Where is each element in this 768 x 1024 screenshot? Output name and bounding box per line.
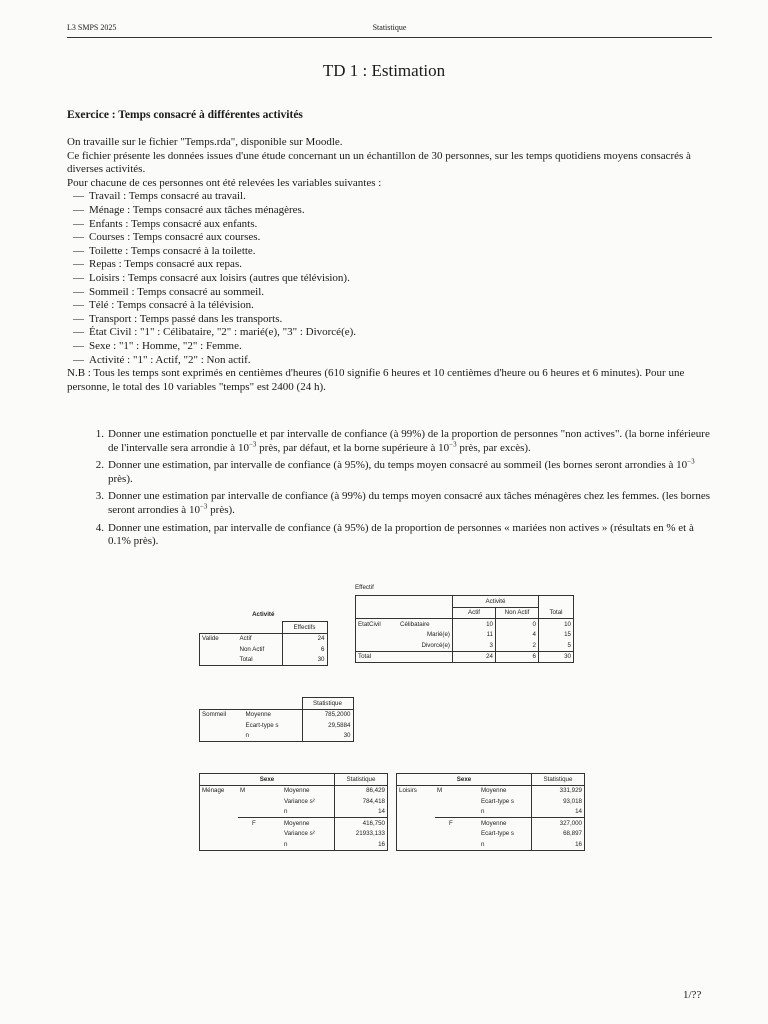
table-caption: Effectif [355,584,374,591]
sommeil-table: Statistique Sommeil Moyenne 785,2000 Ecart-type s 29,5884 n 30 [199,697,354,742]
subject-label: Statistique [372,23,407,32]
intro-line: On travaille sur le fichier "Temps.rda", disponible sur Moodle. [67,136,343,148]
variable-item: — État Civil : "1" : Célibataire, "2" : marié(e), "3" : Divorcé(e). [73,326,357,339]
group-label: Valide [200,633,238,644]
page-title: TD 1 : Estimation [322,61,446,80]
page-header [67,23,712,38]
exercise-title: Exercice : Temps consacré à différentes activités [67,109,303,121]
column-header: Effectifs [282,622,327,634]
activite-table: Activité Effectifs Valide Actif 24 Non Actif 6 Total 30 [199,607,328,666]
variable-item: — Repas : Temps consacré aux repas. [73,258,242,271]
variable-item: — Télé : Temps consacré à la télévision. [73,299,254,312]
question-item: 1. Donner une estimation ponctuelle et par intervalle de confiance (à 99%) de la proportion de personnes "non actives". (la borne inférieure de l'intervalle sera arrondie à $10^{-3}$ près, par défaut, et la borne supérieure à $10^{-3}$ près, par excès). [95,428,710,454]
question-item: 3. Donner une estimation par intervalle de confiance (à 99%) du temps moyen consacré aux tâches ménagères chez les femmes. (les bornes seront arrondies à $10^{-3}$ près). [95,490,711,516]
variable-item: — Toilette : Temps consacré à la toilette. [73,244,256,257]
question-item: 2. Donner une estimation, par intervalle de confiance (à 95%), du temps moyen consacré au sommeil (les bornes seront arrondies à $10^{-3}$ près). [95,457,695,485]
intro-line: Pour chacune de ces personnes ont été relevées les variables suivantes : [67,176,382,189]
variable-item: — Enfants : Temps consacré aux enfants. [73,217,258,230]
note: N.B : Tous les temps sont exprimés en centièmes d'heures (610 signifie 6 heures et 10 centièmes d'heure ou 6 heures et 6 minutes). Pour une personne, le total des 10 variables "temps" est 2400 (24 h). [67,367,685,393]
variable-item: — Sexe : "1" : Homme, "2" : Femme. [73,339,242,352]
variable-item: — Transport : Temps passé dans les transports. [73,312,283,325]
cross-table: Effectif Activité Actif Non Actif Total EtatCivil Célibataire 10 0 10 Marié(e) 11 4 15 Divorcé(e) 3 2 5 Total 24 6 30 [355,584,574,663]
variable-item: — Travail : Temps consacré au travail. [73,190,246,203]
intro-line: Ce fichier présente les données issues d'une étude concernant un un échantillon de 30 personnes, sur les temps quotidiens moyens consacrés à diverses activités. [67,149,691,176]
table-title: Activité [252,610,275,618]
variable-item: — Sommeil : Temps consacré au sommeil. [73,285,264,298]
variable-item: — Ménage : Temps consacré aux tâches ménagères. [73,203,305,216]
variable-list [67,190,713,367]
exercise-body [67,136,713,394]
variable-item: — Loisirs : Temps consacré aux loisirs (autres que télévision). [73,271,350,284]
question-item: 4. Donner une estimation, par intervalle de confiance (à 95%) de la proportion de personnes « mariées non actives » (résultats en % et à 0.1% près). [95,521,694,548]
variable-item: — Activité : "1" : Actif, "2" : Non actif. [73,353,251,366]
variable-item: — Courses : Temps consacré aux courses. [73,231,261,244]
page-number: 1/?? [683,989,702,1001]
question-list [67,428,713,553]
menage-table: Sexe Statistique Ménage M Moyenne 86,429 Variance s² 784,418 n 14 F Moyenne 416,750 Variance s² 21933,133 n 16 [199,773,388,851]
loisirs-table: Sexe Statistique Loisirs M Moyenne 331,929 Ecart-type s 93,018 n 14 F Moyenne 327,000 Ecart-type s 68,897 n 16 [396,773,585,851]
course-label: L3 SMPS 2025 [67,23,117,32]
column-header: Statistique [302,698,353,710]
